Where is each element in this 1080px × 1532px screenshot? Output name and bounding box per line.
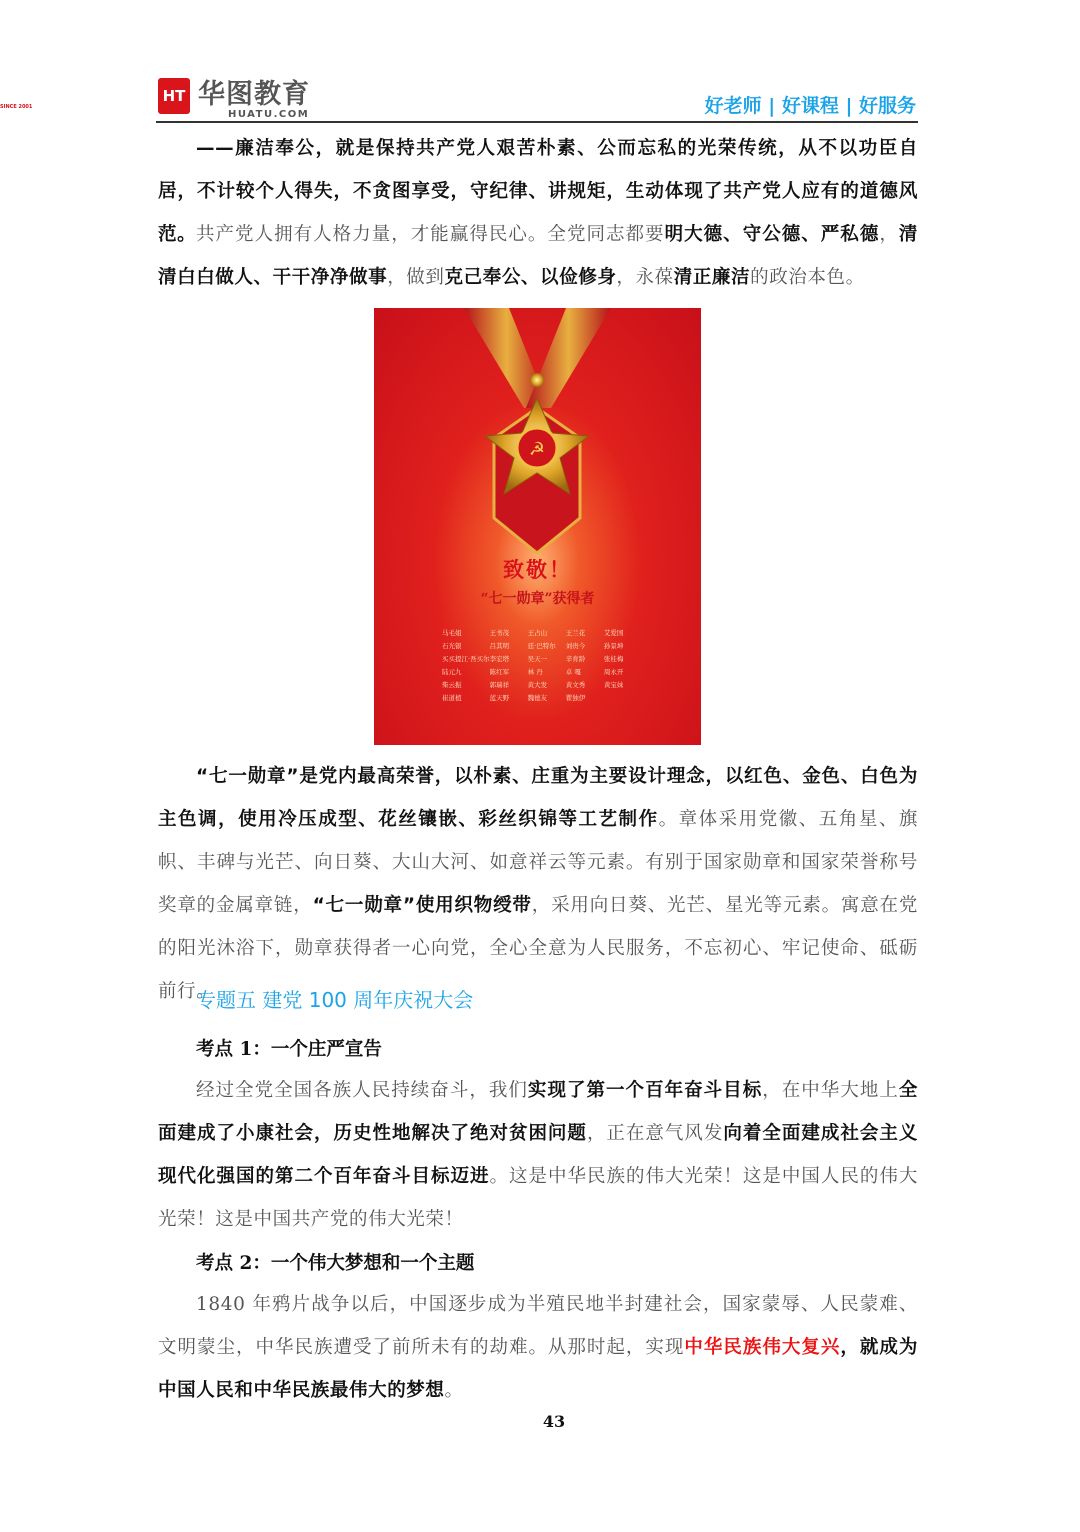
text-segment: 经过全党全国各族人民持续奋斗，我们: [196, 1080, 528, 1101]
recipient-name: 郭瑞祥: [489, 681, 510, 689]
recipient-name: 陆元九: [442, 668, 462, 676]
bold-text: 清清白白做人、干干净净做事: [158, 224, 918, 288]
recipient-name: 林 丹: [527, 668, 543, 676]
recipient-name: 吴天一: [527, 655, 548, 663]
recipient-name: 廷·巴特尔: [527, 642, 556, 650]
text-segment: ，做到: [387, 267, 445, 288]
recipient-name: 买买提江·吾买尔: [442, 655, 490, 663]
text-segment: 。: [444, 1380, 464, 1401]
bold-text: 向着全面建成社会主义现代化强国的第二个百年奋斗目标迈进: [158, 1123, 918, 1187]
recipient-name: 瞿独伊: [565, 694, 586, 702]
recipient-names-grid: [442, 628, 642, 702]
recipient-name: 王书茂: [489, 629, 510, 637]
bold-text: 明大德、守公德、严私德: [664, 224, 880, 245]
text-segment: 共产党人拥有人格力量，才能赢得民心。全党同志都要: [196, 224, 665, 245]
logo-chinese-name: 华图教育: [198, 79, 310, 110]
recipient-name: 石光银: [442, 642, 462, 650]
recipient-name: 崔道植: [442, 694, 462, 702]
recipient-name: 辛育龄: [565, 655, 586, 663]
text-segment: ，永葆: [616, 267, 674, 288]
recipient-name: 孙景坤: [603, 642, 624, 650]
highlight-text: 中华民族伟大复兴: [684, 1337, 841, 1358]
text-segment: ，在中华大地上: [762, 1080, 899, 1101]
logo-mark-text: HT: [162, 87, 186, 105]
recipient-name: 周永开: [603, 668, 624, 676]
bold-text: “七一勋章”使用织物绶带: [312, 895, 532, 916]
recipient-name: 黄大发: [527, 681, 548, 689]
recipient-name: 蓝天野: [489, 694, 510, 702]
bold-text: ——廉洁奉公，就是保持共产党人艰苦朴素、公而忘私的光荣传统，从不以功臣自居，不计较个人得失，不贪图享受，守纪律、讲规矩，生动体现了共产党人应有的道德风范。: [158, 138, 918, 245]
qiyi-medal-poster: [374, 308, 701, 745]
text-segment: 。章体采用党徽、五角星、旗帜、丰碑与光芒、向日葵、大山大河、如意祥云等元素。有别于国家勋章和国家荣誉称号奖章的金属章链，: [158, 809, 918, 916]
recipient-name: 马毛姐: [442, 629, 462, 637]
page-number: 43: [542, 1412, 566, 1431]
recipient-name: 卓 嘎: [565, 668, 581, 676]
recipient-name: 陈红军: [489, 668, 510, 676]
recipient-name: 张桂梅: [603, 655, 624, 663]
recipient-name: 王占山: [527, 629, 548, 637]
header-logo: [158, 72, 310, 120]
recipient-name: 刘贵今: [565, 642, 586, 650]
recipient-name: 吕其明: [489, 642, 510, 650]
bold-text: 清正廉洁: [673, 267, 751, 288]
logo-since: SINCE 2001: [0, 104, 33, 110]
paragraph-3: [158, 755, 918, 1013]
recipient-name: 魏德友: [527, 694, 548, 702]
bold-text: ，就成为中国人民和中华民族最伟大的梦想: [158, 1337, 918, 1401]
bold-text: 实现了第一个百年奋斗目标: [527, 1080, 763, 1101]
logo-english-name: HUATU.COM: [228, 109, 310, 120]
huatu-logo-icon: [158, 78, 190, 114]
svg-text:☭: ☭: [528, 439, 546, 460]
bold-text: 全面建成了小康社会，历史性地解决了绝对贫困问题: [158, 1080, 919, 1144]
text-segment: ，正在意气风发: [586, 1123, 724, 1144]
bold-text: 克己奉公、以俭修身: [444, 267, 617, 288]
recipient-name: 艾爱国: [603, 629, 624, 637]
recipient-name: 黄宝妹: [603, 681, 624, 689]
section-heading: 专题五 建党 100 周年庆祝大会: [196, 988, 474, 1012]
recipient-name: 王兰花: [565, 629, 586, 637]
text-segment: ，: [879, 224, 899, 245]
recipient-name: 李宏塔: [489, 655, 510, 663]
header-divider: [156, 121, 918, 123]
recipient-name: 柴云振: [442, 681, 462, 689]
poster-title: 致敬！: [503, 558, 572, 582]
paragraph-5: [158, 1283, 918, 1412]
kaodian-2-heading: 考点 2：一个伟大梦想和一个主题: [196, 1253, 475, 1274]
bold-text: “七一勋章”是党内最高荣誉，以朴素、庄重为主要设计理念，以红色、金色、白色为主色调，使用冷压成型、花丝镶嵌、彩丝织锦等工艺制作: [158, 766, 918, 830]
text-segment: 1840 年鸦片战争以后，中国逐步成为半殖民地半封建社会，国家蒙辱、人民蒙难、文明蒙尘，中华民族遭受了前所未有的劫难。从那时起，实现: [158, 1294, 918, 1358]
paragraph-2: [158, 213, 918, 299]
text-segment: ，采用向日葵、光芒、星光等元素。寓意在党的阳光沐浴下，勋章获得者一心向党，全心全意为人民服务，不忘初心、牢记使命、砥砺前行。: [158, 895, 918, 1002]
paragraph-4: [158, 1069, 918, 1241]
kaodian-1-heading: 考点 1：一个庄严宣告: [196, 1039, 382, 1060]
text-segment: 。这是中华民族的伟大光荣！这是中国人民的伟大光荣！这是中国共产党的伟大光荣！: [158, 1166, 919, 1230]
header-slogan: 好老师 | 好课程 | 好服务: [704, 95, 916, 117]
recipient-name: 黄文秀: [565, 681, 586, 689]
poster-subtitle: “七一勋章”获得者: [480, 591, 595, 607]
text-segment: 的政治本色。: [750, 267, 865, 288]
